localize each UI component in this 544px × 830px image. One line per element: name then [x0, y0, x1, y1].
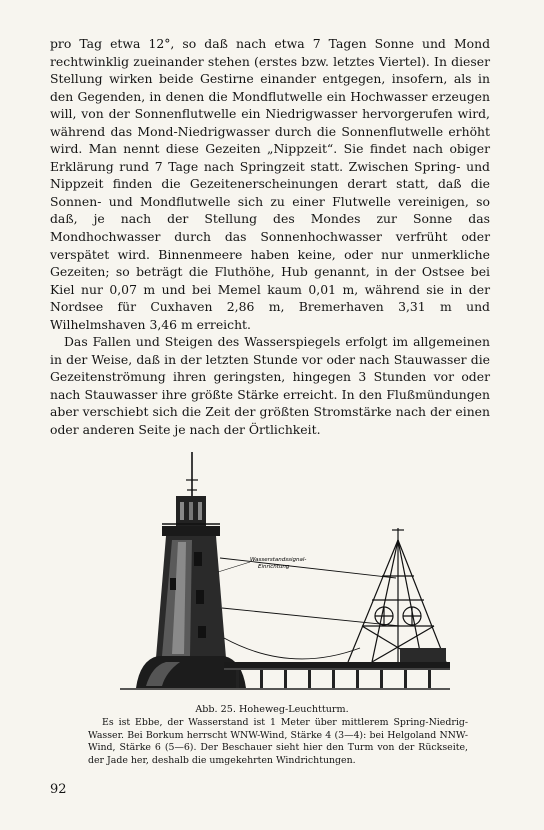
signal-label-line1: Wasserstandssignal-: [250, 557, 307, 563]
body-text: [50, 35, 490, 439]
paragraph-1: pro Tag etwa 12°, so daß nach etwa 7 Tagen Sonne und Mond rechtwinklig zueinander stehen (erstes bzw. letztes Viertel). In dieser Stellung wirken beide Gestirne einander entgegen, insofern, als in den Gegenden, in denen die Mondflutwelle ein Hochwasser erzeugen will, von der Sonnenflutwelle ein Niedrigwasser hervorgerufen wird, während das Mond-Niedrigwasser durch die Sonnenflutwelle erhöht wird. Man nennt diese Gezeiten „Nippzeit“. Sie findet nach obiger Erklärung rund 7 Tage nach Springzeit statt. Zwischen Spring- und Nippzeit finden die Gezeitenerscheinungen derart statt, daß die Sonnen- und Mondflutwelle sich zu einer Flutwelle vereinigen, so daß, je nach der Stellung des Mondes zur Sonne das Mondhochwasser durch das Sonnenhochwasser verfrüht oder verspätet wird. Binnenmeere haben keine, oder nur unmerkliche Gezeiten; so beträgt die Fluthöhe, Hub genannt, in der Ostsee bei Kiel nur 0,07 m und bei Memel kaum 0,01 m, während sie in der Nordsee für Cuxhaven 2,86 m, Bremerhaven 3,31 m und Wilhelmshaven 3,46 m erreicht.: [50, 36, 490, 332]
signal-label-line2: Einrichtung: [258, 564, 290, 570]
lighthouse-illustration: [100, 448, 450, 698]
figure-legend: [88, 717, 468, 767]
figure-legend-text: Es ist Ebbe, der Wasserstand ist 1 Meter über mittlerem Spring-Niedrig-Wasser. Bei Borkum herrscht WNW-Wind, Stärke 4 (3—4): bei Helgoland NNW-Wind, Stärke 6 (5—6). Der Beschauer sieht hier den Turm von der Rückseite, der Jade her, deshalb die umgekehrten Windrichtungen.: [88, 717, 468, 766]
jetty: [224, 648, 450, 688]
page-number: 92: [50, 782, 67, 797]
paragraph-2: Das Fallen und Steigen des Wasserspiegels erfolgt im allgemeinen in der Weise, daß in der letzten Stunde vor oder nach Stauwasser die Gezeitenströmung ihren geringsten, hingegen 3 Stunden vor oder nach Stauwasser ihre größte Stärke erreicht. In den Flußmündungen aber verschiebt sich die Zeit der größten Stromstärke nach der einen oder anderen Seite je nach der Örtlichkeit.: [50, 334, 490, 438]
gallery: [162, 526, 220, 536]
figure-caption: Abb. 25. Hoheweg-Leuchtturm.: [195, 704, 349, 715]
lighthouse-drawing: [100, 448, 450, 698]
signal-pylon: [348, 528, 446, 662]
